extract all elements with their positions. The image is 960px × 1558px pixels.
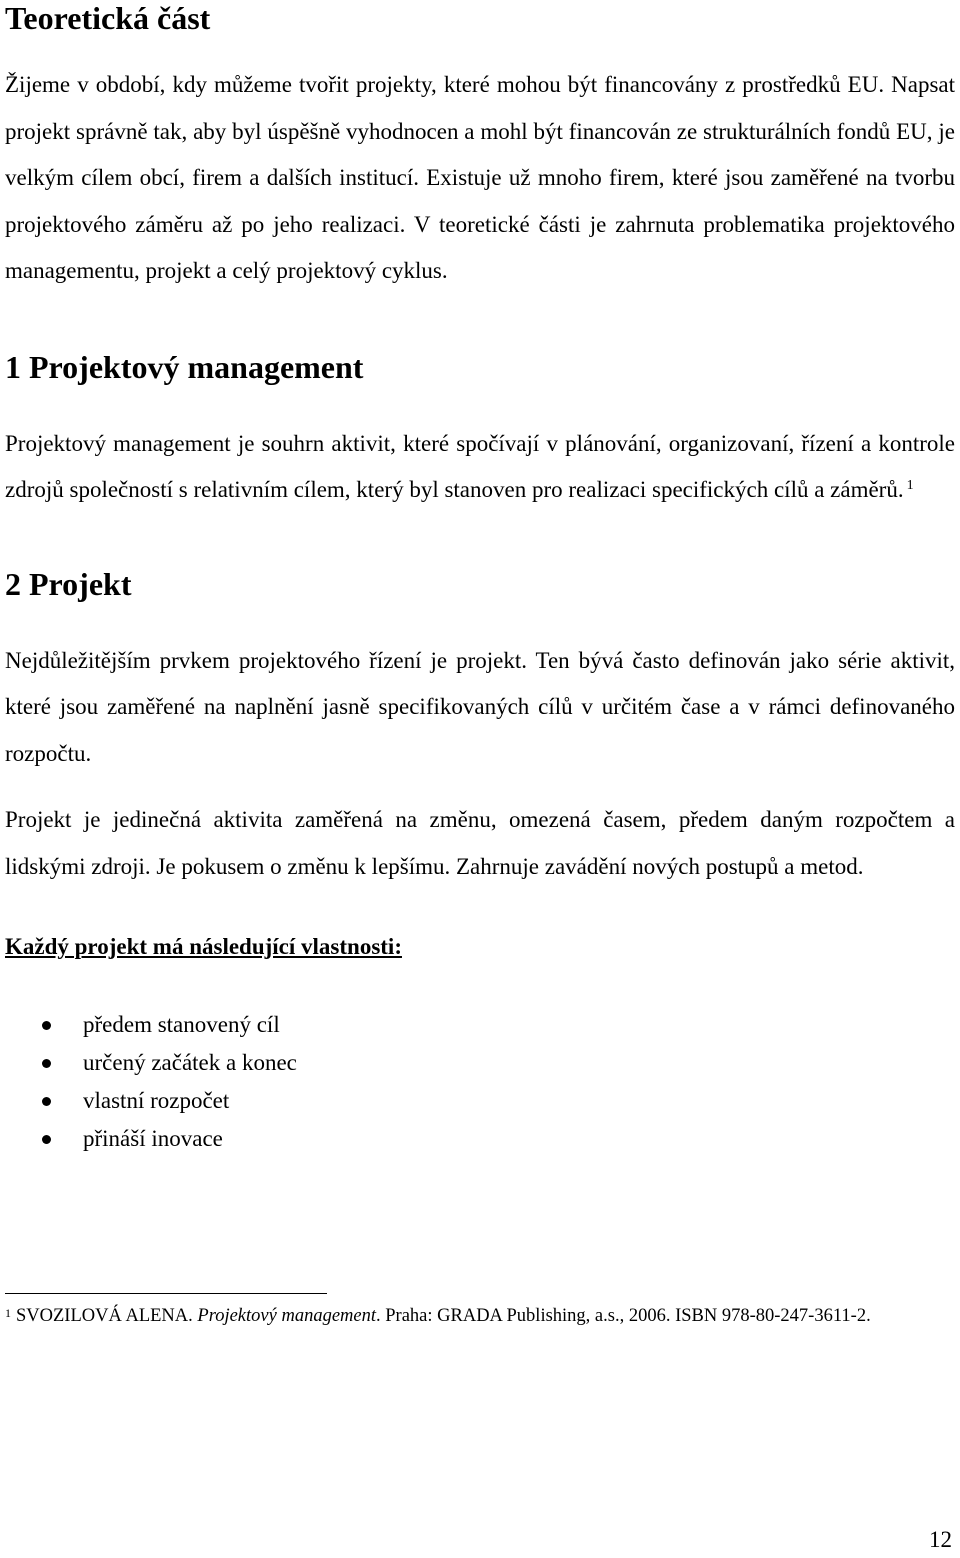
chapter-1-paragraph <box>5 421 955 514</box>
chapter-2-heading: 2 Projekt <box>5 565 132 602</box>
intro-paragraph: Žijeme v období, kdy můžeme tvořit projekty, které mohou být financovány z prostředků EU. Napsat projekt správně tak, aby byl úspěšně vyhodnocen a mohl být financován ze strukturálních fondů EU, je velkým cílem obcí, firem a dalších institucí. Existuje už mnoho firem, které jsou zaměřené na tvorbu projektového záměru až po jeho realizaci. V teoretické části je zahrnuta problematika projektového managementu, projekt a celý projektový cyklus. <box>5 72 955 283</box>
list-item <box>5 1044 955 1082</box>
list-item-text: určený začátek a konec <box>83 1050 297 1075</box>
footnote-author: SVOZILOVÁ ALENA. <box>16 1306 193 1326</box>
bullet-icon <box>42 1059 51 1068</box>
properties-list <box>5 1006 955 1158</box>
list-item-text: vlastní rozpočet <box>83 1088 230 1113</box>
footnote-rest: . Praha: GRADA Publishing, a.s., 2006. ISBN 978-80-247-3611-2. <box>376 1306 871 1326</box>
footnote-separator <box>5 1293 327 1294</box>
chapter-2-paragraph-1: Nejdůležitějším prvkem projektového řízení je projekt. Ten bývá často definován jako série aktivit, které jsou zaměřené na naplnění jasně specifikovaných cílů v určitém čase a v rámci definovaného rozpočtu. <box>5 647 955 766</box>
list-item-text: předem stanovený cíl <box>83 1012 280 1037</box>
list-item <box>5 1082 955 1120</box>
bullet-icon <box>42 1021 51 1030</box>
bullet-icon <box>42 1097 51 1106</box>
section-title: Teoretická část <box>5 0 211 36</box>
document-page <box>5 0 955 1158</box>
footnote-title: Projektový management <box>197 1306 376 1326</box>
footnote <box>5 1303 871 1329</box>
list-item-text: přináší inovace <box>83 1126 223 1151</box>
footnote-number: 1 <box>5 1306 11 1320</box>
chapter-1-heading: 1 Projektový management <box>5 348 364 385</box>
list-item <box>5 1120 955 1158</box>
footnote-reference: 1 <box>906 478 914 493</box>
chapter-1-text: Projektový management je souhrn aktivit, které spočívají v plánování, organizovaní, řízení a kontrole zdrojů společností s relativním cílem, který byl stanoven pro realizaci specifických cílů a záměrů. <box>5 430 955 502</box>
bullet-icon <box>42 1135 51 1144</box>
properties-title: Každý projekt má následující vlastnosti: <box>5 934 402 959</box>
page-number: 12 <box>929 1527 952 1552</box>
chapter-2-paragraph-2: Projekt je jedinečná aktivita zaměřená na změnu, omezená časem, předem daným rozpočtem a lidskými zdroji. Je pokusem o změnu k lepšímu. Zahrnuje zavádění nových postupů a metod. <box>5 807 955 879</box>
list-item <box>5 1006 955 1044</box>
